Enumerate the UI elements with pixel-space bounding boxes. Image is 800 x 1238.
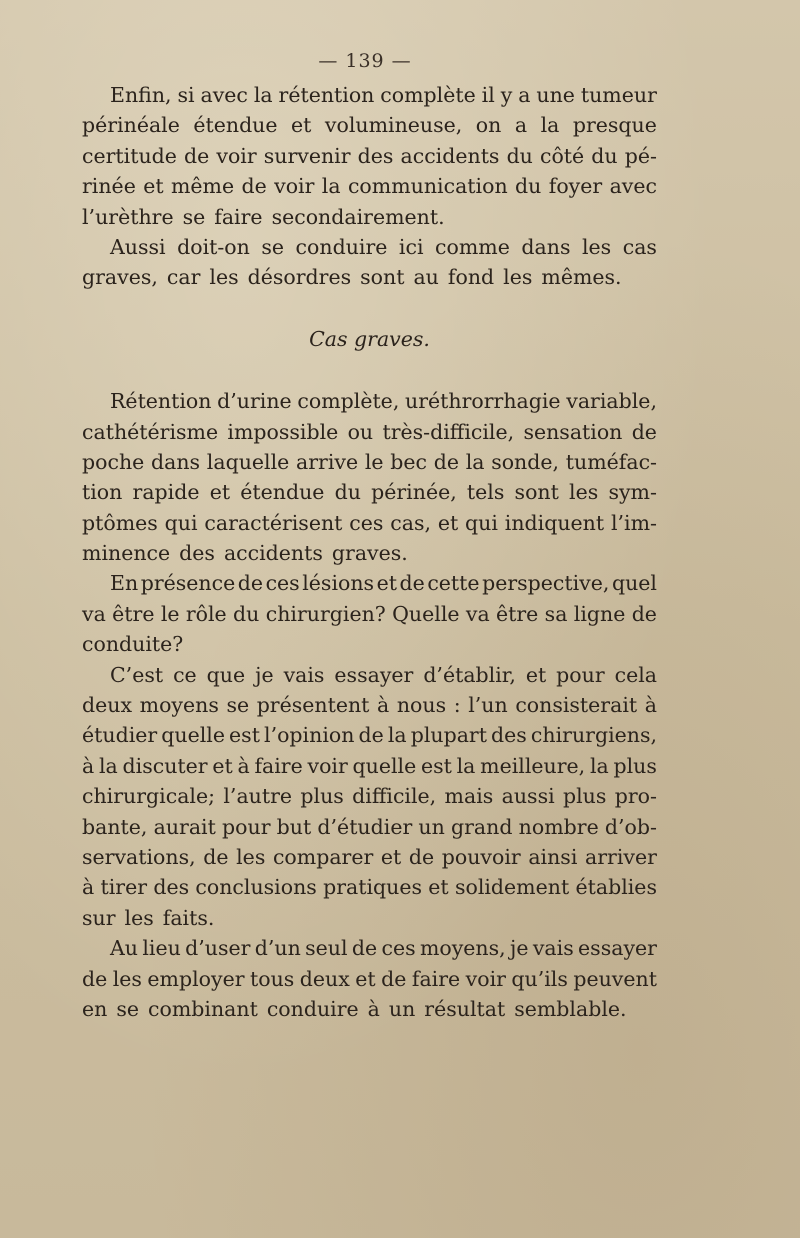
- text-line: servations, de les comparer et de pouvoir ainsi arriver: [82, 844, 657, 869]
- text-line: Enfin, si avec la rétention complète il y a une tumeur: [110, 83, 657, 107]
- spacer: [82, 354, 657, 386]
- text-line: C’est ce que je vais essayer d’établir, et pour cela: [110, 662, 657, 687]
- text-block: [82, 80, 657, 1024]
- text-line: ptômes qui caractérisent ces cas, et qui indiquent l’im-: [82, 510, 657, 535]
- text-line: de les employer tous deux et de faire voir qu’ils peuvent: [82, 966, 657, 991]
- text-line: deux moyens se présentent à nous : l’un consisterait à: [82, 693, 657, 718]
- text-line: sur les faits.: [82, 905, 215, 930]
- paragraph-3: [82, 386, 657, 568]
- text-line: tion rapide et étendue du périnée, tels sont les sym-: [82, 480, 657, 505]
- text-line: graves, car les désordres sont au fond les mêmes.: [82, 265, 622, 290]
- section-heading: Cas graves.: [309, 326, 430, 351]
- text-line: va être le rôle du chirurgien? Quelle va être sa ligne de: [82, 601, 657, 626]
- text-line: étudier quelle est l’opinion de la plupart des chirurgiens,: [82, 723, 657, 748]
- text-line: l’urèthre se faire secondairement.: [82, 204, 445, 229]
- text-line: Au lieu d’user d’un seul de ces moyens, je vais essayer: [110, 936, 657, 961]
- text-line: Rétention d’urine complète, uréthrorrhagie variable,: [110, 389, 657, 414]
- spacer: [82, 293, 657, 324]
- text-line: périnéale étendue et volumineuse, on a la presque: [82, 113, 657, 138]
- text-line: à la discuter et à faire voir quelle est la meilleure, la plus: [82, 753, 657, 778]
- text-line: en se combinant conduire à un résultat semblable.: [82, 996, 627, 1021]
- text-line: rinée et même de voir la communication du foyer avec: [82, 174, 657, 199]
- paragraph-1: [82, 80, 657, 232]
- text-line: poche dans laquelle arrive le bec de la sonde, tuméfac-: [82, 449, 657, 474]
- paragraph-6: [82, 933, 657, 1024]
- text-line: Aussi doit-on se conduire ici comme dans les cas: [110, 234, 657, 259]
- text-line: minence des accidents graves.: [82, 541, 408, 566]
- paragraph-4: [82, 568, 657, 659]
- text-line: certitude de voir survenir des accidents du côté du pé-: [82, 143, 657, 168]
- page-number: — 139 —: [318, 50, 412, 72]
- text-line: chirurgicale; l’autre plus difficile, mais aussi plus pro-: [82, 784, 657, 809]
- text-line: En présence de ces lésions et de cette perspective, quel: [110, 571, 657, 596]
- paragraph-2: [82, 232, 657, 293]
- text-line: conduite?: [82, 632, 184, 657]
- text-line: cathétérisme impossible ou très-difficile, sensation de: [82, 419, 657, 444]
- paragraph-5: [82, 660, 657, 934]
- text-line: bante, aurait pour but d’étudier un grand nombre d’ob-: [82, 814, 657, 839]
- text-line: à tirer des conclusions pratiques et solidement établies: [82, 875, 657, 900]
